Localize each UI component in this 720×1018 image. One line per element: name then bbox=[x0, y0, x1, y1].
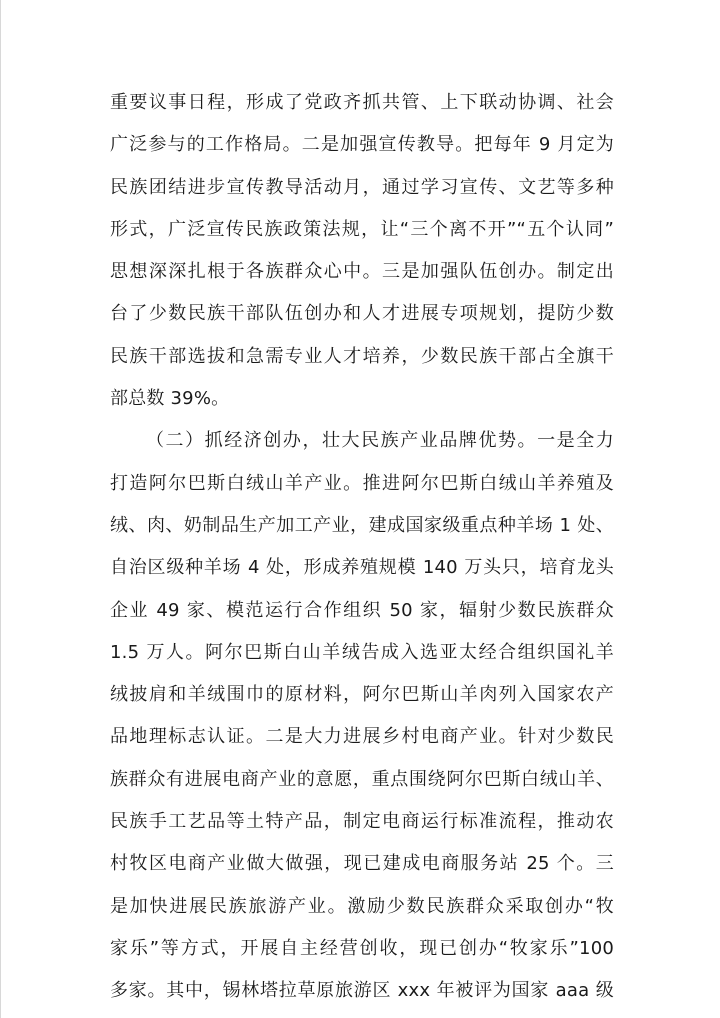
text-line: 企业 49 家、模范运行合作组织 50 家，辐射少数民族群众 bbox=[110, 599, 614, 621]
text-line: 台了少数民族干部队伍创办和人才进展专项规划，提防少数 bbox=[110, 303, 614, 325]
text-line: 品地理标志认证。二是大力进展乡村电商产业。针对少数民 bbox=[110, 726, 614, 748]
text-line: 1.5 万人。阿尔巴斯白山羊绒告成入选亚太经合组织国礼羊 bbox=[110, 641, 614, 663]
text-line: 绒披肩和羊绒围巾的原材料，阿尔巴斯山羊肉列入国家农产 bbox=[110, 684, 614, 706]
text-line: 民族手工艺品等土特产品，制定电商运行标准流程，推动农 bbox=[110, 811, 614, 833]
text-line: 族群众有进展电商产业的意愿，重点围绕阿尔巴斯白绒山羊、 bbox=[110, 768, 614, 790]
section-heading-line: （二）抓经济创办，壮大民族产业品牌优势。一是全力 bbox=[146, 430, 614, 452]
text-line: 形式，广泛宣传民族政策法规，让“三个离不开”“五个认同” bbox=[110, 218, 614, 240]
text-line: 绒、肉、奶制品生产加工产业，建成国家级重点种羊场 1 处、 bbox=[110, 514, 614, 536]
text-line: 部总数 39%。 bbox=[110, 388, 230, 410]
text-line: 重要议事日程，形成了党政齐抓共管、上下联动协调、社会 bbox=[110, 92, 614, 113]
text-line: 广泛参与的工作格局。二是加强宣传教导。把每年 9 月定为 bbox=[110, 134, 614, 156]
text-line: 打造阿尔巴斯白绒山羊产业。推进阿尔巴斯白绒山羊养殖及 bbox=[110, 472, 614, 494]
text-line: 是加快进展民族旅游产业。激励少数民族群众采取创办“牧 bbox=[110, 895, 614, 917]
text-line: 村牧区电商产业做大做强，现已建成电商服务站 25 个。三 bbox=[110, 853, 614, 875]
text-line: 思想深深扎根于各族群众心中。三是加强队伍创办。制定出 bbox=[110, 261, 614, 283]
text-line: 自治区级种羊场 4 处，形成养殖规模 140 万头只，培育龙头 bbox=[110, 557, 614, 579]
text-line: 家乐”等方式，开展自主经营创收，现已创办“牧家乐”100 bbox=[110, 937, 614, 959]
text-line: 民族团结进步宣传教导活动月，通过学习宣传、文艺等多种 bbox=[110, 176, 614, 198]
text-line: 民族干部选拔和急需专业人才培养，少数民族干部占全旗干 bbox=[110, 345, 614, 367]
text-line: 多家。其中，锡林塔拉草原旅游区 xxx 年被评为国家 aaa 级 bbox=[110, 980, 614, 1002]
body-text bbox=[110, 82, 614, 1013]
